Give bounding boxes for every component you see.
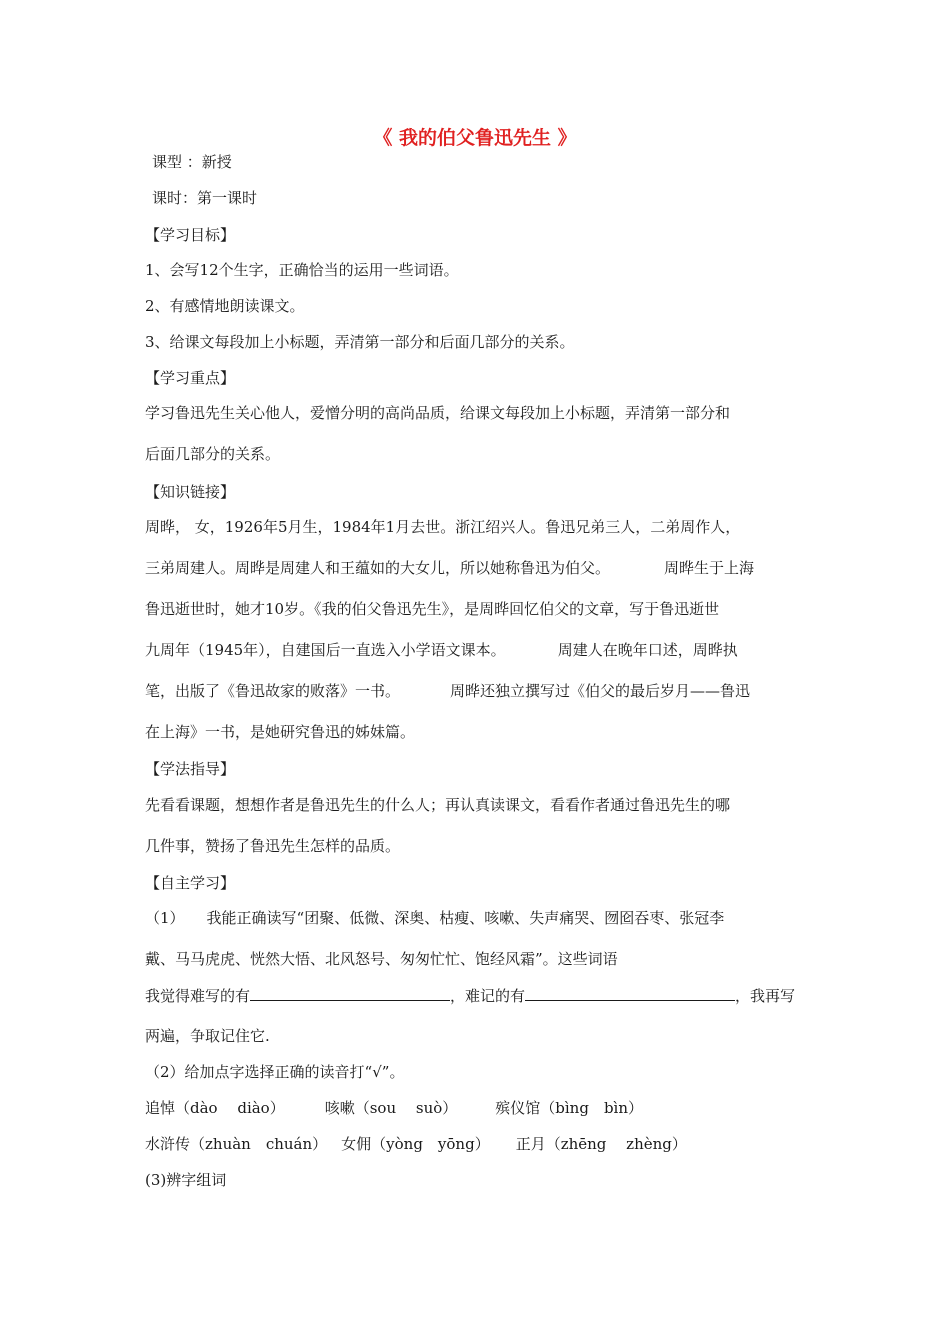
knowledge-text: 九周年（1945年），自建国后一直选入小学语文课本。 <box>145 641 506 659</box>
question-text: ，我再写 <box>735 987 796 1005</box>
knowledge-line: 鲁迅逝世时，她才10岁。《我的伯父鲁迅先生》，是周晔回忆伯父的文章，写于鲁迅逝世 <box>145 600 720 618</box>
question-text: 我能正确读写“团聚、低微、深奥、枯瘦、咳嗽、失声痛哭、囫囵吞枣、张冠李 <box>206 909 725 927</box>
question-1-fill-line <box>145 985 795 1006</box>
pinyin-item: 水浒传（zhuàn chuán） <box>145 1135 328 1153</box>
knowledge-line: 周晔， 女，1926年5月生，1984年1月去世。浙江绍兴人。鲁迅兄弟三人，二弟周作人， <box>145 518 741 536</box>
knowledge-line <box>145 640 738 660</box>
knowledge-line <box>145 681 750 701</box>
question-1-line: 两遍，争取记住它. <box>145 1027 270 1045</box>
goal-item: 1、会写12个生字，正确恰当的运用一些词语。 <box>145 261 459 279</box>
lesson-type: 课型 ：新授 <box>152 153 232 171</box>
method-line: 先看看课题，想想作者是鲁迅先生的什么人；再认真读课文，看看作者通过鲁迅先生的哪 <box>145 796 731 814</box>
blank-hard-to-remember[interactable] <box>525 985 735 1001</box>
method-line: 几件事，赞扬了鲁迅先生怎样的品质。 <box>145 837 401 855</box>
question-1-line <box>145 908 724 928</box>
lesson-period: 课时：第一课时 <box>152 189 258 207</box>
goals-heading: 【学习目标】 <box>145 226 236 244</box>
self-study-heading: 【自主学习】 <box>145 874 236 892</box>
question-1-line: 戴、马马虎虎、恍然大悟、北风怒号、匆匆忙忙、饱经风霜”。这些词语 <box>145 950 618 968</box>
question-text: ，难记的有 <box>450 987 526 1005</box>
focus-heading: 【学习重点】 <box>145 369 236 387</box>
method-heading: 【学法指导】 <box>145 760 236 778</box>
knowledge-line <box>145 558 754 578</box>
focus-line: 学习鲁迅先生关心他人，爱憎分明的高尚品质，给课文每段加上小标题，弄清第一部分和 <box>145 404 731 422</box>
pinyin-item: 女佣（yòng yōng） <box>341 1135 490 1153</box>
knowledge-line: 在上海》一书，是她研究鲁迅的姊妹篇。 <box>145 723 416 741</box>
question-2-line: （2）给加点字选择正确的读音打“√”。 <box>145 1063 405 1081</box>
focus-line: 后面几部分的关系。 <box>145 445 281 463</box>
knowledge-text: 笔，出版了《鲁迅故家的败落》一书。 <box>145 682 401 700</box>
question-text: 我觉得难写的有 <box>145 987 251 1005</box>
goal-item: 2、有感情地朗读课文。 <box>145 297 305 315</box>
goal-item: 3、给课文每段加上小标题，弄清第一部分和后面几部分的关系。 <box>145 333 575 351</box>
question-number: （1） <box>145 909 185 927</box>
knowledge-heading: 【知识链接】 <box>145 483 236 501</box>
pinyin-item: 追悼（dào diào） <box>145 1099 285 1117</box>
knowledge-text: 三弟周建人。周晔是周建人和王蕴如的大女儿，所以她称鲁迅为伯父。 <box>145 559 611 577</box>
pinyin-item: 殡仪馆（bìng bìn） <box>495 1099 644 1117</box>
question-3-line: (3)辨字组词 <box>145 1171 227 1189</box>
blank-hard-to-write[interactable] <box>250 985 450 1001</box>
pinyin-row <box>145 1098 643 1118</box>
knowledge-text: 周晔生于上海 <box>664 559 755 577</box>
pinyin-item: 咳嗽（sou suò） <box>324 1099 458 1117</box>
knowledge-text: 周晔还独立撰写过《伯父的最后岁月——鲁迅 <box>450 682 751 700</box>
pinyin-row <box>145 1134 687 1154</box>
knowledge-text: 周建人在晚年口述，周晔执 <box>557 641 738 659</box>
document-title: 《 我的伯父鲁迅先生 》 <box>373 127 577 149</box>
pinyin-item: 正月（zhēng zhèng） <box>515 1135 687 1153</box>
